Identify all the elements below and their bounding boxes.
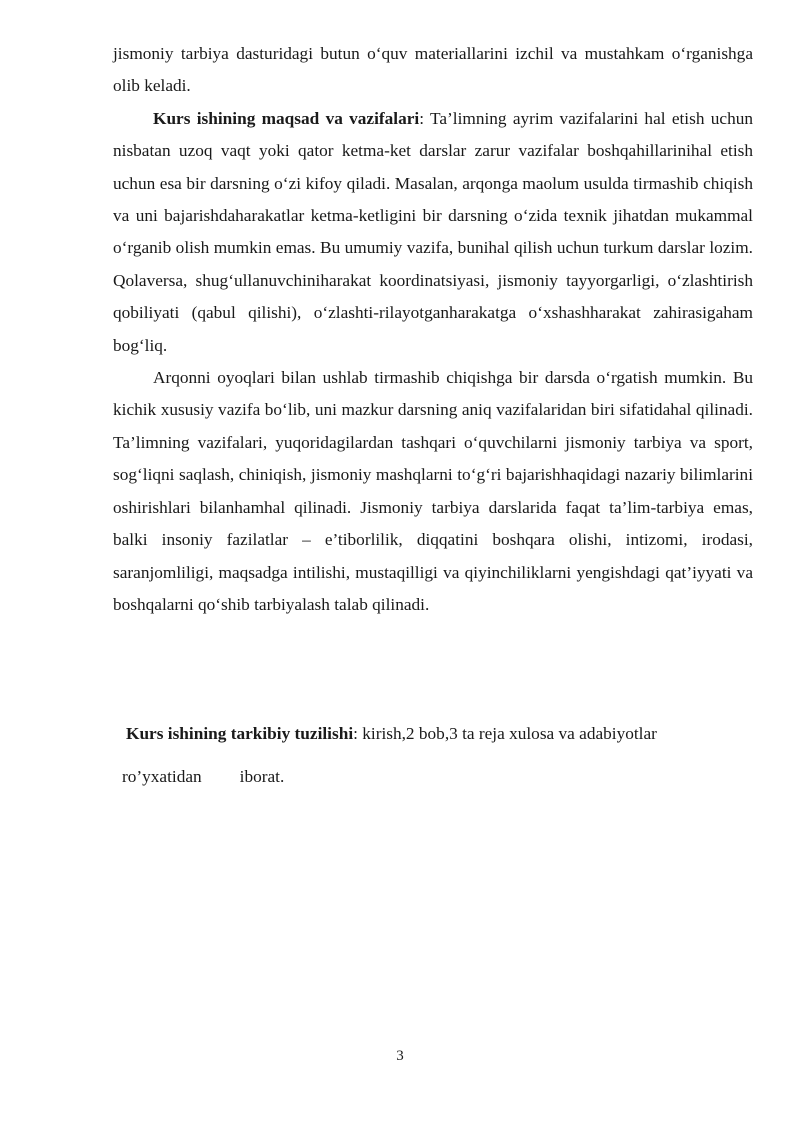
structure-line-1 [126, 718, 746, 750]
page-number: 3 [396, 1048, 404, 1064]
paragraph-3 [113, 362, 753, 621]
structure-line-2 [122, 761, 746, 793]
paragraph-2 [113, 103, 753, 362]
structure-line-2-word-1: ro’yxatidan [122, 767, 202, 787]
course-structure-block [122, 718, 746, 794]
paragraph-1 [113, 38, 753, 103]
structure-heading: Kurs ishining tarkibiy tuzilishi [126, 724, 354, 743]
paragraph-3-text: Arqonni oyoqlari bilan ushlab tirmashib chiqishga bir darsda o‘rgatish mumkin. Bu kichik xususiy vazifa bo‘lib, uni mazkur darsning aniq vazifalaridan biri sifatidahal qilinadi. Ta’limning vazifalari, yuqoridagilardan tashqari o‘quvchilarni jismoniy tarbiya va sport, sog‘liqni saqlash, chiniqish, jismoniy mashqlarni to‘g‘ri bajarishhaqidagi nazariy bilimlarini oshirishlari bilanhamhal qilinadi. Jismoniy tarbiya darslarida faqat ta’lim-tarbiya emas, balki insoniy fazilatlar – e’tiborlilik, diqqatini boshqara olishi, intizomi, irodasi, saranjomliligi, maqsadga intilishi, mustaqilligi va qiyinchiliklarni yengishdagi qat’iyyati va boshqalarni qo‘shib tarbiyalash talab qilinadi. [113, 368, 753, 614]
paragraph-1-text: jismoniy tarbiya dasturidagi butun o‘quv materiallarini izchil va mustahkam o‘rganishga olib keladi. [113, 44, 753, 96]
paragraph-2-text: : Ta’limning ayrim vazifalarini hal etish uchun nisbatan uzoq vaqt yoki qator ketma-ket darslar zarur vazifalar boshqahillarinihal etish uchun esa bir darsning o‘zi kifoy qiladi. Masalan, arqonga maolum usulda tirmashib chiqish va uni bajarishdaharakatlar ketma-ketligini bir darsning o‘zida texnik jihatdan mukammal o‘rganib olish mumkin emas. Bu umumiy vazifa, bunihal qilish uchun turkum darslar lozim. Qolaversa, shug‘ullanuvchiniharakat koordinatsiyasi, jismoniy tayyorgarligi, o‘zlashtirish qobiliyati (qabul qilishi), o‘zlashti-rilayotganharakatga o‘xshashharakat zahirasigaham bog‘liq. [113, 108, 753, 355]
main-text-block [113, 38, 753, 621]
paragraph-2-heading: Kurs ishining maqsad va vazifalari [153, 108, 420, 128]
structure-text: : kirish,2 bob,3 ta reja xulosa va adabiyotlar [353, 724, 657, 743]
structure-line-2-word-2: iborat. [239, 767, 285, 787]
